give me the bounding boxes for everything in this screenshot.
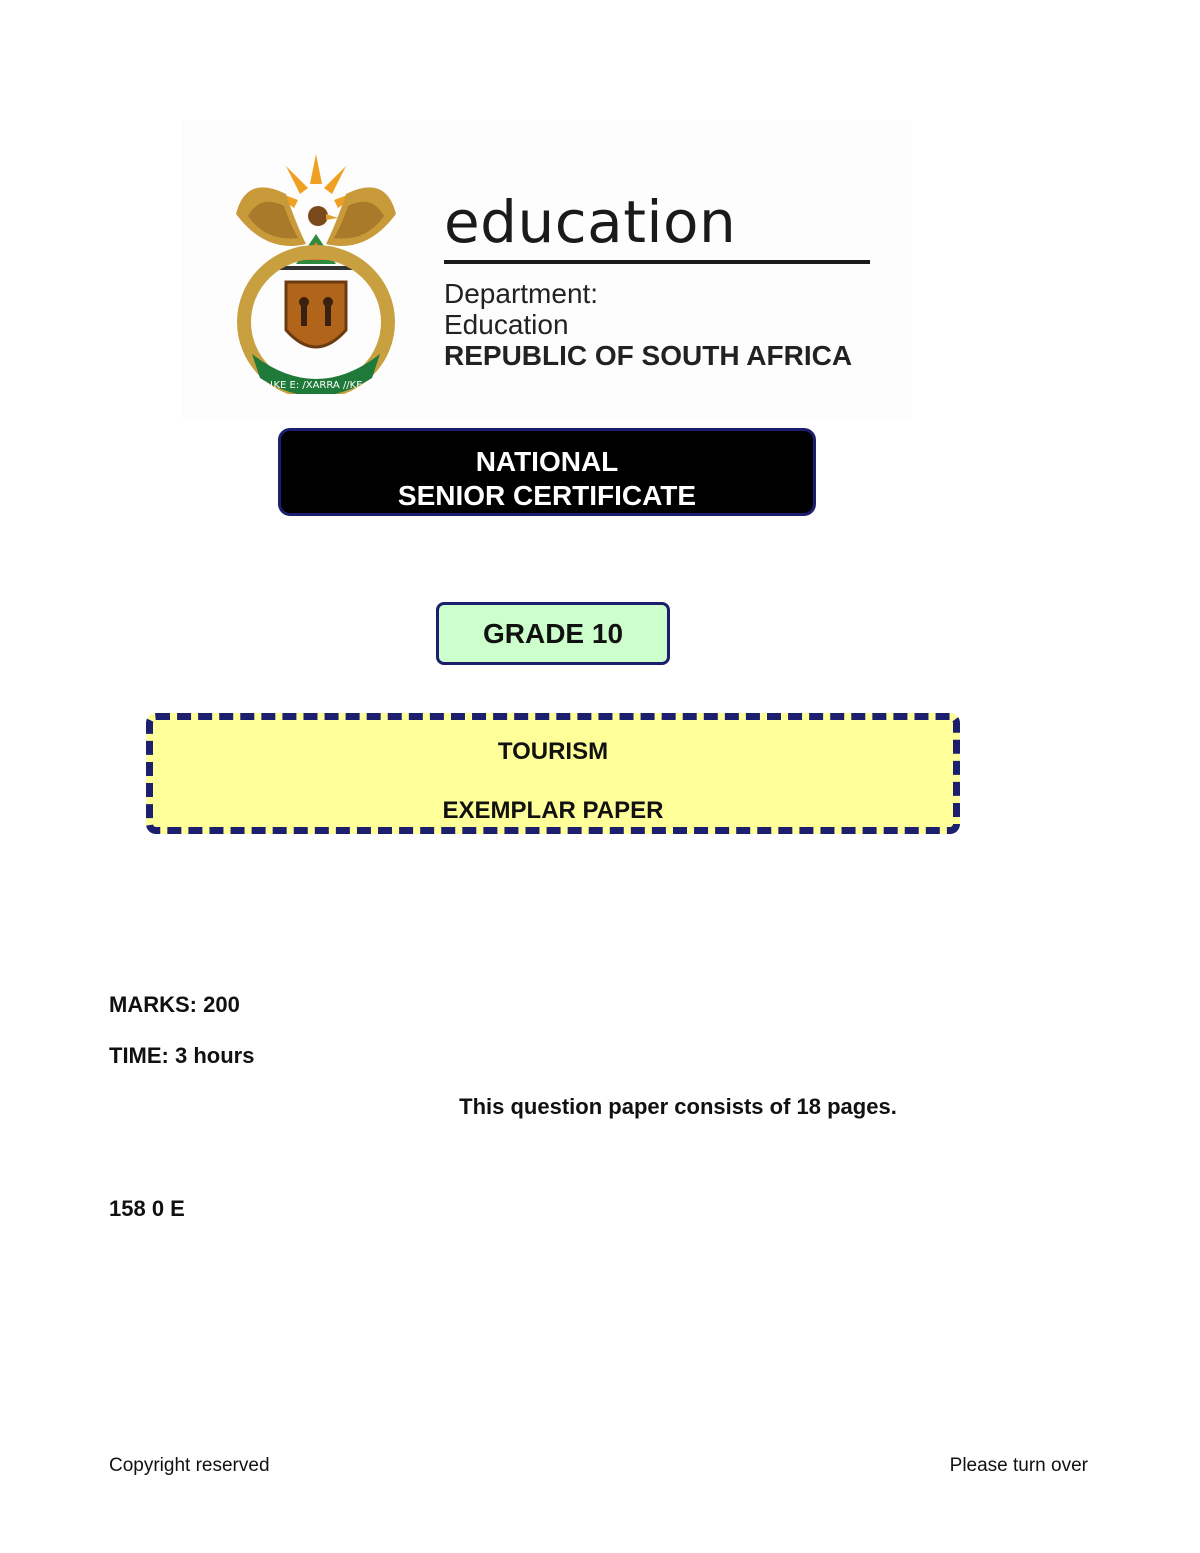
department-label: Department: <box>444 278 599 309</box>
footer-turn-over: Please turn over <box>949 1455 1088 1476</box>
time-line: TIME: 3 hours <box>109 1043 255 1068</box>
subject-name: TOURISM <box>497 738 609 765</box>
department-logo-block <box>182 120 912 420</box>
grade-badge: GRADE 10 <box>436 602 670 665</box>
brand-underline <box>444 260 870 264</box>
footer-copyright: Copyright reserved <box>109 1455 270 1476</box>
paper-type: EXEMPLAR PAPER <box>442 797 664 824</box>
department-name: Education <box>444 309 569 340</box>
certificate-banner <box>278 428 816 516</box>
crest-motto: !KE E: /XARRA //KE <box>269 380 363 391</box>
page-count-note: This question paper consists of 18 pages. <box>459 1094 897 1119</box>
marks-line: MARKS: 200 <box>109 992 240 1017</box>
certificate-line-1: NATIONAL <box>475 446 619 477</box>
paper-code: 158 0 E <box>109 1196 185 1221</box>
certificate-line-2: SENIOR CERTIFICATE <box>397 480 697 511</box>
brand-word: education <box>444 188 737 256</box>
subject-box <box>146 713 960 834</box>
country-name: REPUBLIC OF SOUTH AFRICA <box>444 340 853 371</box>
coat-of-arms-icon <box>226 154 406 394</box>
